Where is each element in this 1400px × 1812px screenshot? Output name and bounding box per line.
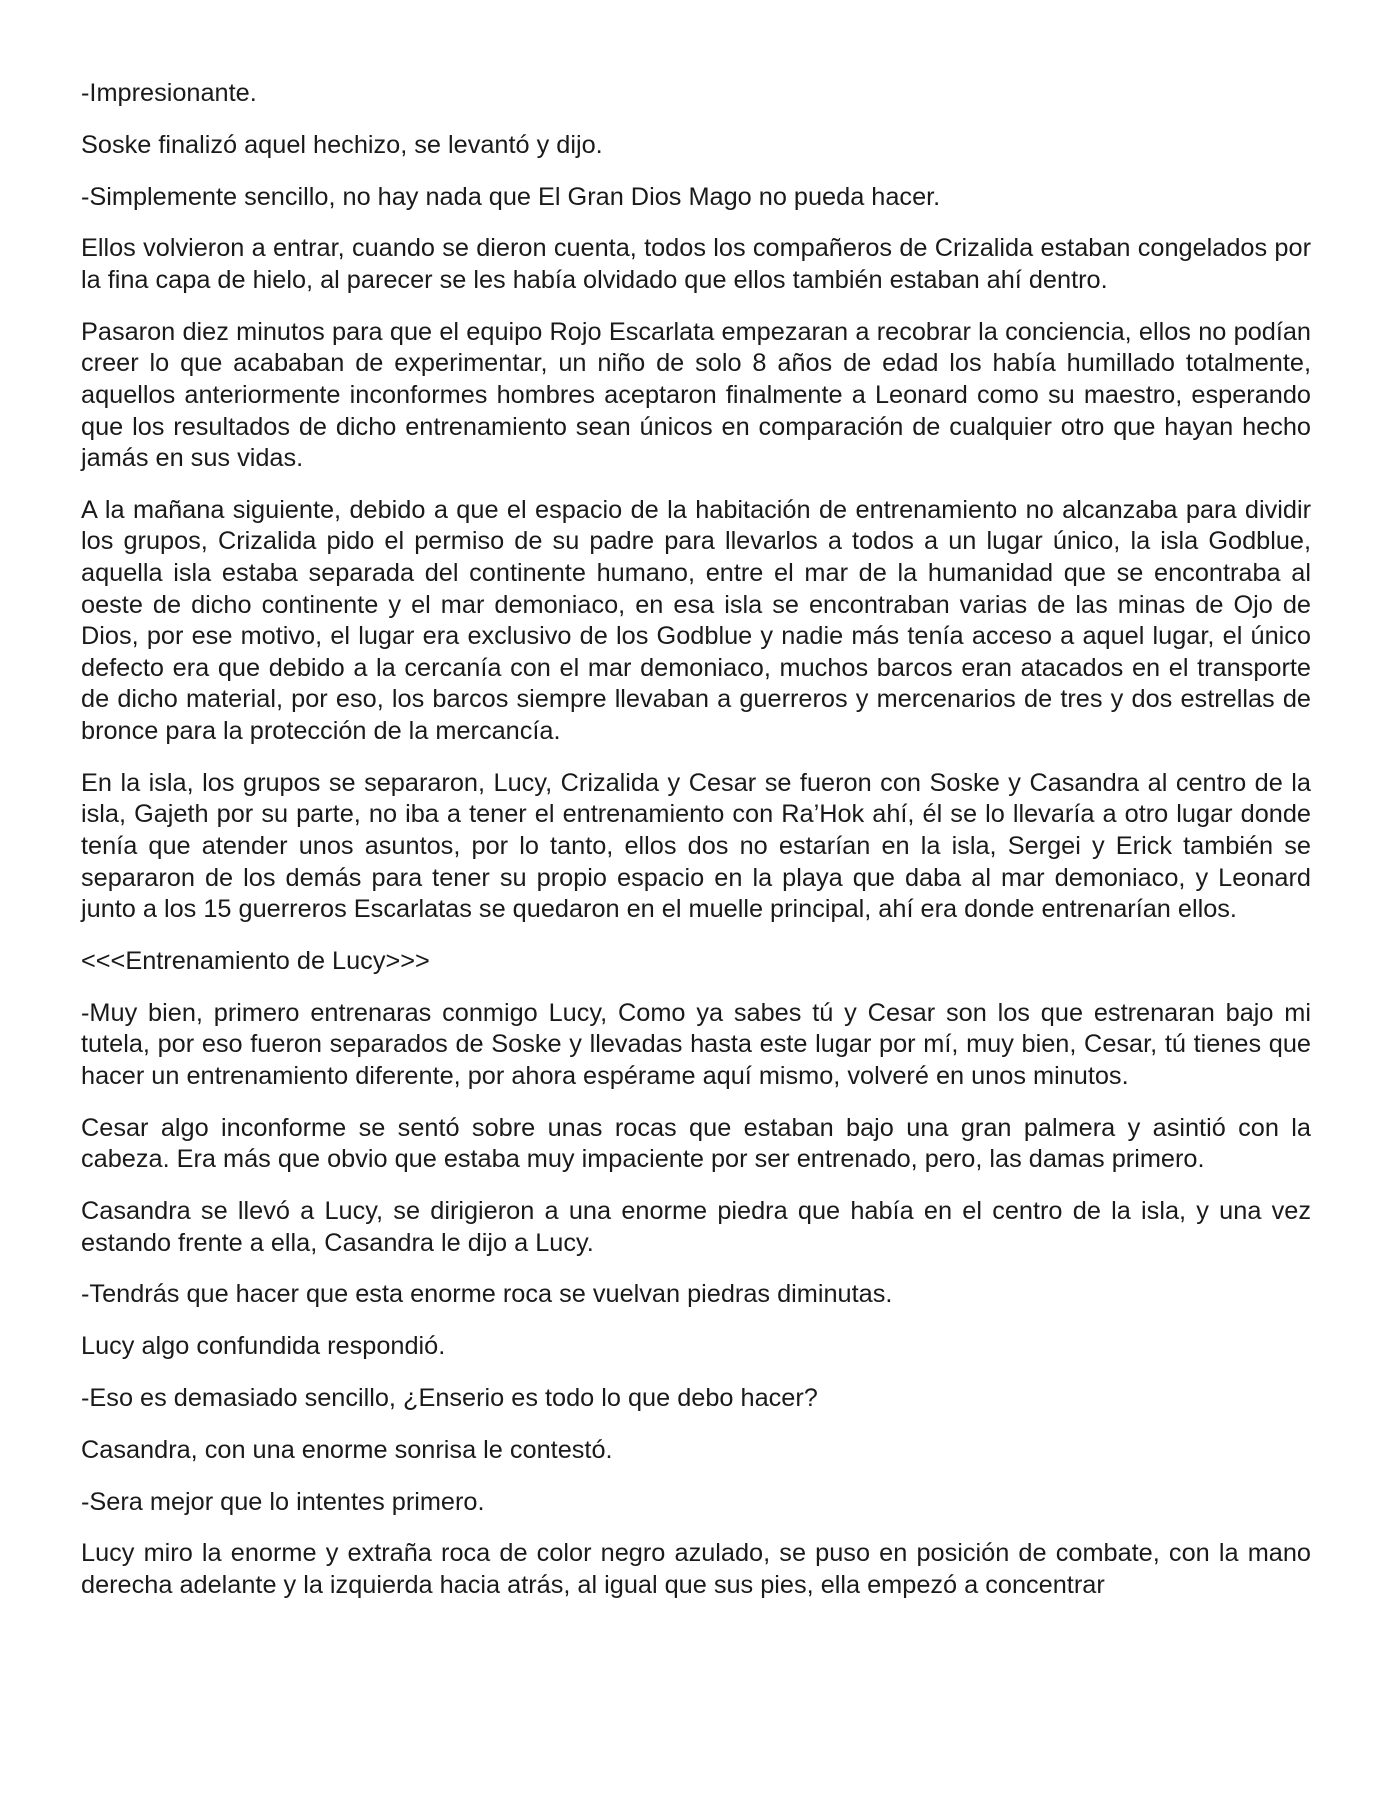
paragraph: Lucy miro la enorme y extraña roca de color negro azulado, se puso en posición de combate, con la mano derecha adelante y la izquierda hacia atrás, al igual que sus pies, ella empezó a concentrar <box>81 1539 1311 1599</box>
paragraph: -Eso es demasiado sencillo, ¿Enserio es todo lo que debo hacer? <box>81 1384 818 1413</box>
paragraph: -Tendrás que hacer que esta enorme roca se vuelvan piedras diminutas. <box>81 1280 893 1309</box>
paragraph: Casandra se llevó a Lucy, se dirigieron a una enorme piedra que había en el centro de la isla, y una vez estando frente a ella, Casandra le dijo a Lucy. <box>81 1197 1311 1257</box>
paragraph: En la isla, los grupos se separaron, Lucy, Crizalida y Cesar se fueron con Soske y Casandra al centro de la isla, Gajeth por su parte, no iba a tener el entrenamiento con Ra’Hok ahí, él se lo llevaría a otro lugar donde tenía que atender unos asuntos, por lo tanto, ellos dos no estarían en la isla, Sergei y Erick también se separaron de los demás para tener su propio espacio en la playa que daba al mar demoniaco, y Leonard junto a los 15 guerreros Escarlatas se quedaron en el muelle principal, ahí era donde entrenarían ellos. <box>81 768 1311 924</box>
paragraph: Soske finalizó aquel hechizo, se levantó y dijo. <box>81 130 603 159</box>
paragraph: Pasaron diez minutos para que el equipo Rojo Escarlata empezaran a recobrar la conciencia, ellos no podían creer lo que acababan de experimentar, un niño de solo 8 años de edad los había humillado totalmente, aquellos anteriormente inconformes hombres aceptaron finalmente a Leonard como su maestro, esperando que los resultados de dicho entrenamiento sean únicos en comparación de cualquier otro que hayan hecho jamás en sus vidas. <box>81 317 1311 473</box>
document-page <box>81 78 1311 1622</box>
paragraph: A la mañana siguiente, debido a que el espacio de la habitación de entrenamiento no alcanzaba para dividir los grupos, Crizalida pido el permiso de su padre para llevarlos a todos a un lugar único, la isla Godblue, aquella isla estaba separada del continente humano, entre el mar de la humanidad que se encontraba al oeste de dicho continente y el mar demoniaco, en esa isla se encontraban varias de las minas de Ojo de Dios, por ese motivo, el lugar era exclusivo de los Godblue y nadie más tenía acceso a aquel lugar, el único defecto era que debido a la cercanía con el mar demoniaco, muchos barcos eran atacados en el transporte de dicho material, por eso, los barcos siempre llevaban a guerreros y mercenarios de tres y dos estrellas de bronce para la protección de la mercancía. <box>81 495 1311 746</box>
paragraph: Cesar algo inconforme se sentó sobre unas rocas que estaban bajo una gran palmera y asintió con la cabeza. Era más que obvio que estaba muy impaciente por ser entrenado, pero, las damas primero. <box>81 1113 1311 1174</box>
paragraph: -Impresionante. <box>81 79 257 107</box>
paragraph: Casandra, con una enorme sonrisa le contestó. <box>81 1435 613 1464</box>
paragraph: Ellos volvieron a entrar, cuando se dieron cuenta, todos los compañeros de Crizalida estaban congelados por la fina capa de hielo, al parecer se les había olvidado que ellos también estaban ahí dentro. <box>81 234 1311 294</box>
paragraph: -Sera mejor que lo intentes primero. <box>81 1487 485 1516</box>
paragraph: Lucy algo confundida respondió. <box>81 1332 446 1361</box>
section-heading: <<<Entrenamiento de Lucy>>> <box>81 946 430 975</box>
paragraph: -Muy bien, primero entrenaras conmigo Lucy, Como ya sabes tú y Cesar son los que estrenaran bajo mi tutela, por eso fueron separados de Soske y llevadas hasta este lugar por mí, muy bien, Cesar, tú tienes que hacer un entrenamiento diferente, por ahora espérame aquí mismo, volveré en unos minutos. <box>81 998 1311 1090</box>
paragraph: -Simplemente sencillo, no hay nada que El Gran Dios Mago no pueda hacer. <box>81 182 941 211</box>
